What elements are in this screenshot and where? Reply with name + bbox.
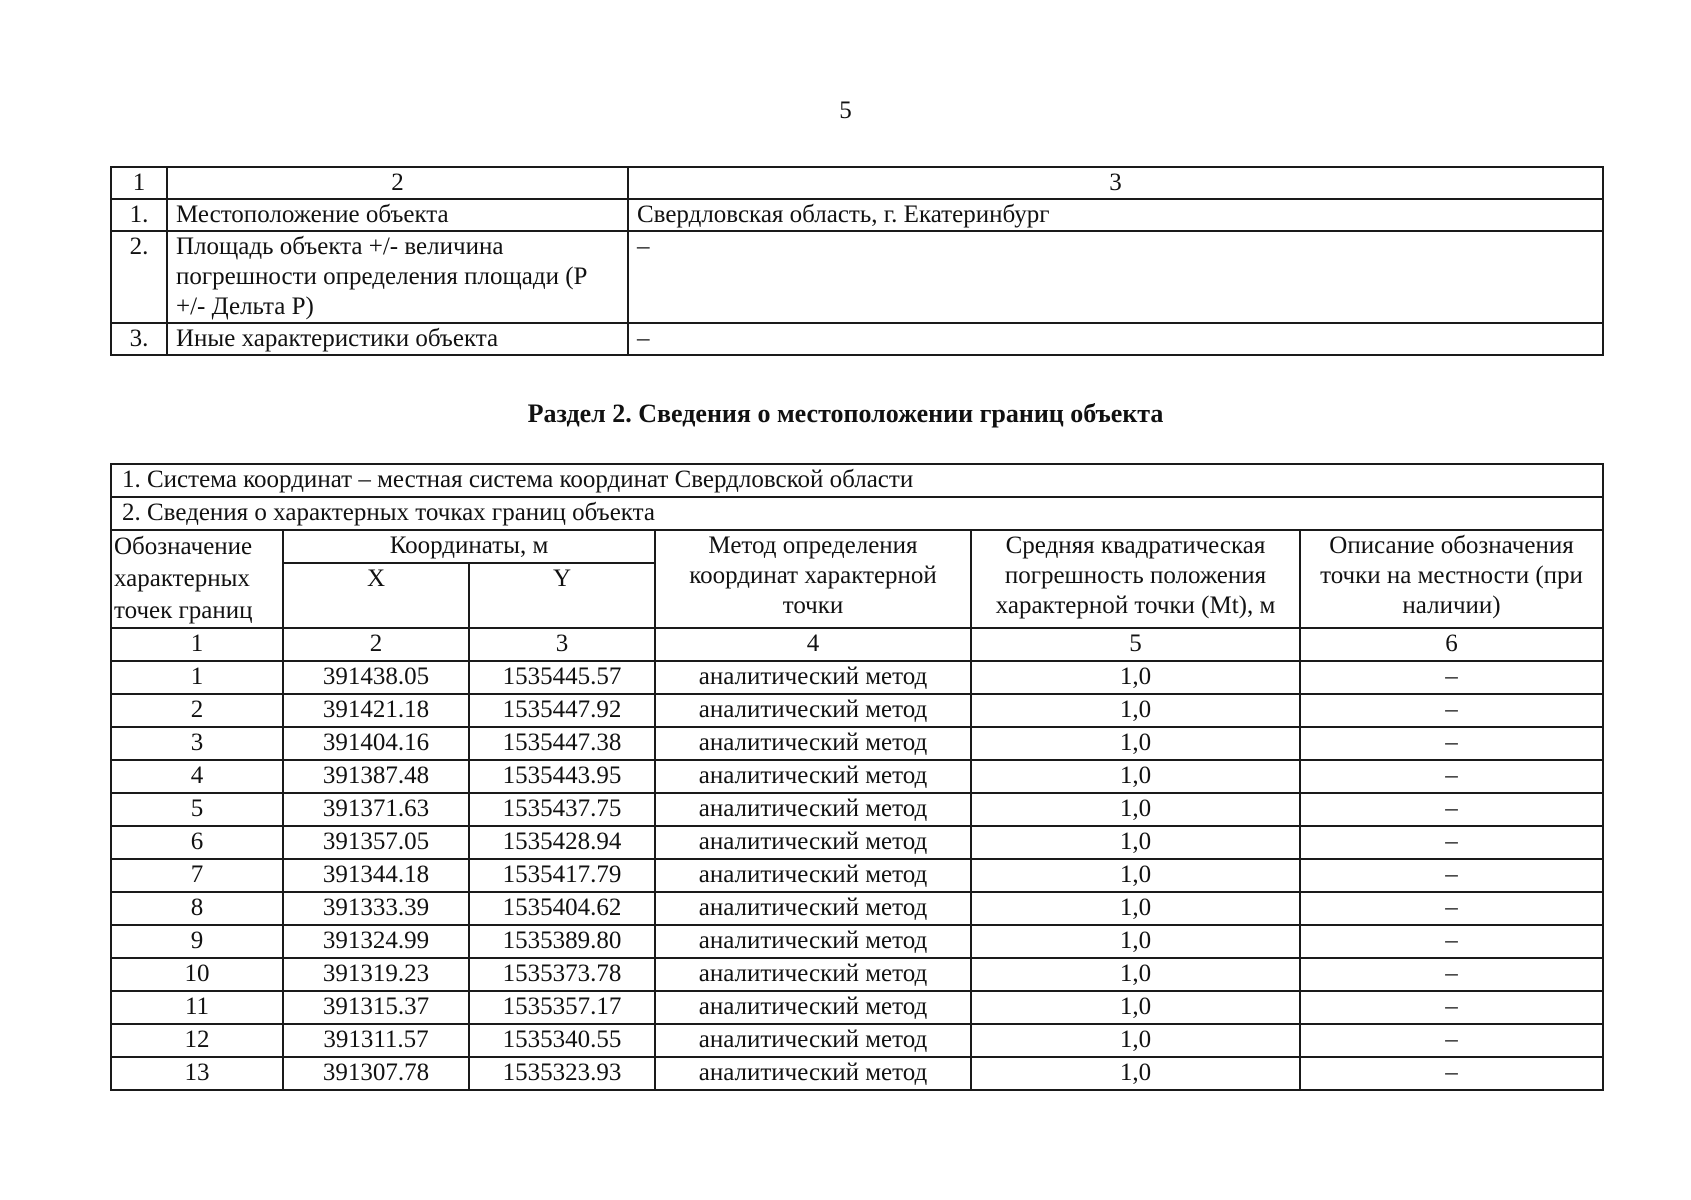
row-number: 2. bbox=[111, 231, 167, 323]
method-cell: аналитический метод bbox=[655, 958, 971, 991]
header-row bbox=[111, 530, 1603, 563]
table-row bbox=[111, 826, 1603, 859]
x-coordinate: 391357.05 bbox=[283, 826, 469, 859]
method-cell: аналитический метод bbox=[655, 991, 971, 1024]
point-number: 6 bbox=[111, 826, 283, 859]
method-cell: аналитический метод bbox=[655, 925, 971, 958]
characteristic-name: Иные характеристики объекта bbox=[167, 323, 628, 355]
points-caption-label: 2. Сведения о характерных точках границ объекта bbox=[111, 497, 1603, 530]
x-coordinate: 391421.18 bbox=[283, 694, 469, 727]
description-cell: – bbox=[1300, 925, 1603, 958]
y-coordinate: 1535447.92 bbox=[469, 694, 655, 727]
y-coordinate: 1535447.38 bbox=[469, 727, 655, 760]
y-coordinate: 1535437.75 bbox=[469, 793, 655, 826]
description-cell: – bbox=[1300, 1057, 1603, 1090]
method-header: Метод определения координат характерной точки bbox=[655, 530, 971, 628]
column-number: 5 bbox=[971, 628, 1300, 661]
y-coordinate: 1535417.79 bbox=[469, 859, 655, 892]
column-number: 1 bbox=[111, 628, 283, 661]
error-cell: 1,0 bbox=[971, 859, 1300, 892]
points-body bbox=[111, 661, 1603, 1090]
point-number: 10 bbox=[111, 958, 283, 991]
error-cell: 1,0 bbox=[971, 1024, 1300, 1057]
point-number: 9 bbox=[111, 925, 283, 958]
point-number: 7 bbox=[111, 859, 283, 892]
designation-header: Обозначение характерных точек границ bbox=[111, 530, 283, 628]
description-cell: – bbox=[1300, 694, 1603, 727]
characteristic-value: Свердловская область, г. Екатеринбург bbox=[628, 199, 1603, 231]
table-row bbox=[111, 1057, 1603, 1090]
table-row bbox=[111, 727, 1603, 760]
x-coordinate: 391387.48 bbox=[283, 760, 469, 793]
method-cell: аналитический метод bbox=[655, 661, 971, 694]
error-cell: 1,0 bbox=[971, 1057, 1300, 1090]
error-cell: 1,0 bbox=[971, 727, 1300, 760]
characteristic-value: – bbox=[628, 323, 1603, 355]
error-cell: 1,0 bbox=[971, 760, 1300, 793]
x-header: X bbox=[283, 563, 469, 628]
method-cell: аналитический метод bbox=[655, 892, 971, 925]
point-number: 1 bbox=[111, 661, 283, 694]
table-row bbox=[111, 323, 1603, 355]
boundary-points-table bbox=[110, 463, 1604, 1091]
method-cell: аналитический метод bbox=[655, 694, 971, 727]
section-title: Раздел 2. Сведения о местоположении границ объекта bbox=[527, 399, 1164, 428]
row-number: 1. bbox=[111, 199, 167, 231]
method-cell: аналитический метод bbox=[655, 826, 971, 859]
table-row bbox=[111, 760, 1603, 793]
error-cell: 1,0 bbox=[971, 892, 1300, 925]
table-header-row bbox=[111, 167, 1603, 199]
error-cell: 1,0 bbox=[971, 661, 1300, 694]
coord-system-row bbox=[111, 464, 1603, 497]
method-cell: аналитический метод bbox=[655, 793, 971, 826]
column-number: 2 bbox=[283, 628, 469, 661]
x-coordinate: 391438.05 bbox=[283, 661, 469, 694]
description-cell: – bbox=[1300, 892, 1603, 925]
point-number: 11 bbox=[111, 991, 283, 1024]
description-cell: – bbox=[1300, 727, 1603, 760]
x-coordinate: 391315.37 bbox=[283, 991, 469, 1024]
table-row bbox=[111, 661, 1603, 694]
coordinates-header: Координаты, м bbox=[283, 530, 655, 563]
y-coordinate: 1535340.55 bbox=[469, 1024, 655, 1057]
characteristic-value: – bbox=[628, 231, 1603, 323]
error-cell: 1,0 bbox=[971, 793, 1300, 826]
table-row bbox=[111, 231, 1603, 323]
table-row bbox=[111, 958, 1603, 991]
description-header: Описание обозначения точки на местности (при наличии) bbox=[1300, 530, 1603, 628]
object-info-table bbox=[110, 166, 1604, 356]
y-coordinate: 1535443.95 bbox=[469, 760, 655, 793]
page-number: 5 bbox=[839, 97, 852, 124]
table-row bbox=[111, 892, 1603, 925]
column-number: 6 bbox=[1300, 628, 1603, 661]
characteristic-name: Местоположение объекта bbox=[167, 199, 628, 231]
error-header: Средняя квадратическая погрешность положения характерной точки (Mt), м bbox=[971, 530, 1300, 628]
method-cell: аналитический метод bbox=[655, 1057, 971, 1090]
description-cell: – bbox=[1300, 661, 1603, 694]
y-coordinate: 1535428.94 bbox=[469, 826, 655, 859]
column-number: 4 bbox=[655, 628, 971, 661]
y-coordinate: 1535389.80 bbox=[469, 925, 655, 958]
point-number: 3 bbox=[111, 727, 283, 760]
point-number: 13 bbox=[111, 1057, 283, 1090]
description-cell: – bbox=[1300, 760, 1603, 793]
error-cell: 1,0 bbox=[971, 925, 1300, 958]
x-coordinate: 391307.78 bbox=[283, 1057, 469, 1090]
table-row bbox=[111, 1024, 1603, 1057]
table-row bbox=[111, 991, 1603, 1024]
error-cell: 1,0 bbox=[971, 991, 1300, 1024]
y-header: Y bbox=[469, 563, 655, 628]
y-coordinate: 1535404.62 bbox=[469, 892, 655, 925]
x-coordinate: 391324.99 bbox=[283, 925, 469, 958]
table-row bbox=[111, 199, 1603, 231]
points-caption-row bbox=[111, 497, 1603, 530]
column-number: 2 bbox=[167, 167, 628, 199]
error-cell: 1,0 bbox=[971, 826, 1300, 859]
y-coordinate: 1535373.78 bbox=[469, 958, 655, 991]
method-cell: аналитический метод bbox=[655, 1024, 971, 1057]
point-number: 5 bbox=[111, 793, 283, 826]
point-number: 12 bbox=[111, 1024, 283, 1057]
point-number: 2 bbox=[111, 694, 283, 727]
description-cell: – bbox=[1300, 826, 1603, 859]
x-coordinate: 391371.63 bbox=[283, 793, 469, 826]
description-cell: – bbox=[1300, 958, 1603, 991]
x-coordinate: 391319.23 bbox=[283, 958, 469, 991]
method-cell: аналитический метод bbox=[655, 760, 971, 793]
description-cell: – bbox=[1300, 859, 1603, 892]
table-row bbox=[111, 694, 1603, 727]
description-cell: – bbox=[1300, 1024, 1603, 1057]
method-cell: аналитический метод bbox=[655, 859, 971, 892]
row-number: 3. bbox=[111, 323, 167, 355]
table-row bbox=[111, 925, 1603, 958]
x-coordinate: 391404.16 bbox=[283, 727, 469, 760]
table-row bbox=[111, 793, 1603, 826]
coord-system-label: 1. Система координат – местная система координат Свердловской области bbox=[111, 464, 1603, 497]
error-cell: 1,0 bbox=[971, 958, 1300, 991]
column-number: 3 bbox=[469, 628, 655, 661]
description-cell: – bbox=[1300, 793, 1603, 826]
column-numbers-row bbox=[111, 628, 1603, 661]
description-cell: – bbox=[1300, 991, 1603, 1024]
y-coordinate: 1535445.57 bbox=[469, 661, 655, 694]
point-number: 4 bbox=[111, 760, 283, 793]
point-number: 8 bbox=[111, 892, 283, 925]
error-cell: 1,0 bbox=[971, 694, 1300, 727]
y-coordinate: 1535323.93 bbox=[469, 1057, 655, 1090]
x-coordinate: 391333.39 bbox=[283, 892, 469, 925]
x-coordinate: 391344.18 bbox=[283, 859, 469, 892]
table-row bbox=[111, 859, 1603, 892]
characteristic-name: Площадь объекта +/- величина погрешности определения площади (Р +/- Дельта Р) bbox=[167, 231, 628, 323]
column-number: 3 bbox=[628, 167, 1603, 199]
x-coordinate: 391311.57 bbox=[283, 1024, 469, 1057]
column-number: 1 bbox=[111, 167, 167, 199]
method-cell: аналитический метод bbox=[655, 727, 971, 760]
y-coordinate: 1535357.17 bbox=[469, 991, 655, 1024]
